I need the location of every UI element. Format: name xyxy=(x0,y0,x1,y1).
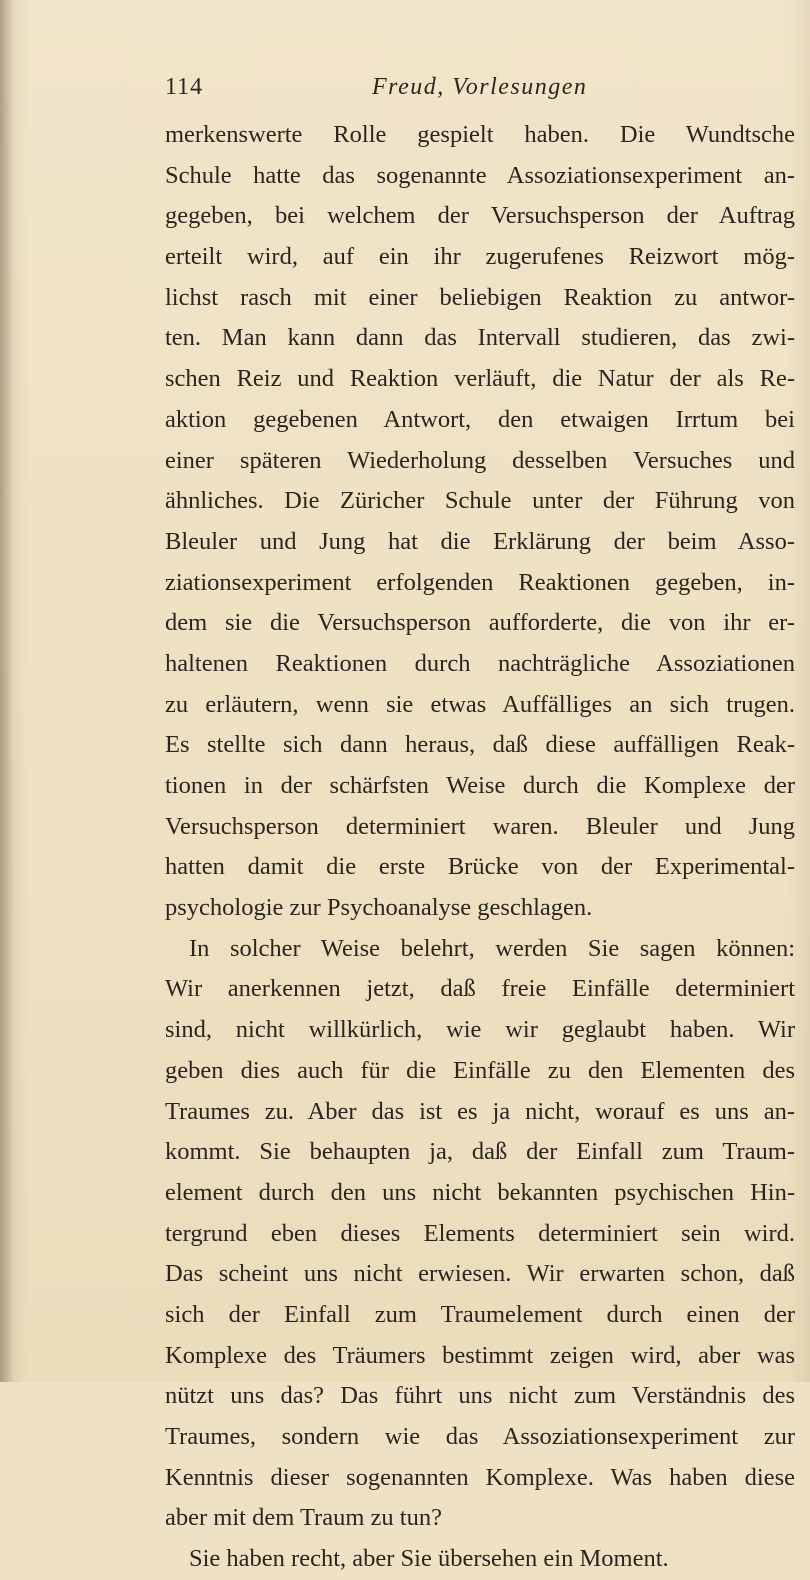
text-line: lichst rasch mit einer beliebigen Reaktion zu antwor- xyxy=(165,283,795,311)
text-line: haltenen Reaktionen durch nachträgliche Assoziationen xyxy=(165,649,795,677)
running-title: Freud, Vorlesungen xyxy=(372,74,588,100)
text-line: Es stellte sich dann heraus, daß diese auffälligen Reak- xyxy=(165,731,795,759)
paragraph-end-line: aber mit dem Traum zu tun? xyxy=(165,1504,442,1532)
paragraph-end-line: psychologie zur Psychoanalyse geschlagen. xyxy=(165,894,593,922)
text-line: Das scheint uns nicht erwiesen. Wir erwarten schon, daß xyxy=(165,1260,795,1288)
page-number: 114 xyxy=(165,74,204,100)
text-line: dem sie die Versuchsperson aufforderte, die von ihr er- xyxy=(165,609,795,637)
text-line: zu erläutern, wenn sie etwas Auffälliges an sich trugen. xyxy=(165,690,795,718)
text-line: erteilt wird, auf ein ihr zugerufenes Reizwort mög- xyxy=(165,243,795,271)
text-line: element durch den uns nicht bekannten psychischen Hin- xyxy=(165,1178,795,1206)
text-line: sich der Einfall zum Traumelement durch einen der xyxy=(165,1300,795,1328)
paragraph-start-line: Sie haben recht, aber Sie übersehen ein Moment. xyxy=(189,1545,669,1573)
text-line: tergrund eben dieses Elements determiniert sein wird. xyxy=(165,1219,795,1247)
text-line: Traumes, sondern wie das Assoziationsexperiment zur xyxy=(165,1423,795,1450)
text-line: hatten damit die erste Brücke von der Experimental- xyxy=(165,853,795,881)
text-line: Schule hatte das sogenannte Assoziationsexperiment an- xyxy=(165,161,795,189)
text-line: geben dies auch für die Einfälle zu den Elementen des xyxy=(165,1056,795,1084)
text-line: Kenntnis dieser sogenannten Komplexe. Was haben diese xyxy=(165,1463,795,1491)
text-line: Bleuler und Jung hat die Erklärung der beim Asso- xyxy=(165,527,795,555)
text-line: ten. Man kann dann das Intervall studieren, das zwi- xyxy=(165,324,795,352)
text-line: sind, nicht willkürlich, wie wir geglaubt haben. Wir xyxy=(165,1016,795,1044)
binding-gutter-shadow xyxy=(0,0,14,1382)
text-line: ähnliches. Die Züricher Schule unter der Führung von xyxy=(165,487,795,515)
text-line: Versuchsperson determiniert waren. Bleuler und Jung xyxy=(165,812,795,840)
text-line: gegeben, bei welchem der Versuchsperson der Auftrag xyxy=(165,202,795,230)
page-header xyxy=(165,74,790,114)
paragraph-start-line: In solcher Weise belehrt, werden Sie sagen können: xyxy=(189,934,795,962)
text-line: Traumes zu. Aber das ist es ja nicht, worauf es uns an- xyxy=(165,1097,795,1125)
text-line: ziationsexperiment erfolgenden Reaktionen gegeben, in- xyxy=(165,568,795,596)
text-line: Komplexe des Träumers bestimmt zeigen wird, aber was xyxy=(165,1341,795,1369)
text-line: tionen in der schärfsten Weise durch die Komplexe der xyxy=(165,772,795,799)
text-line: schen Reiz und Reaktion verläuft, die Natur der als Re- xyxy=(165,365,795,393)
text-line: merkenswerte Rolle gespielt haben. Die Wundtsche xyxy=(165,121,795,148)
text-line: einer späteren Wiederholung desselben Versuches und xyxy=(165,446,795,474)
text-line: aktion gegebenen Antwort, den etwaigen Irrtum bei xyxy=(165,405,795,433)
text-line: Wir anerkennen jetzt, daß freie Einfälle determiniert xyxy=(165,975,795,1003)
text-line: nützt uns das? Das führt uns nicht zum Verständnis des xyxy=(165,1382,795,1410)
text-line: kommt. Sie behaupten ja, daß der Einfall zum Traum- xyxy=(165,1138,795,1166)
body-text xyxy=(165,115,795,1580)
